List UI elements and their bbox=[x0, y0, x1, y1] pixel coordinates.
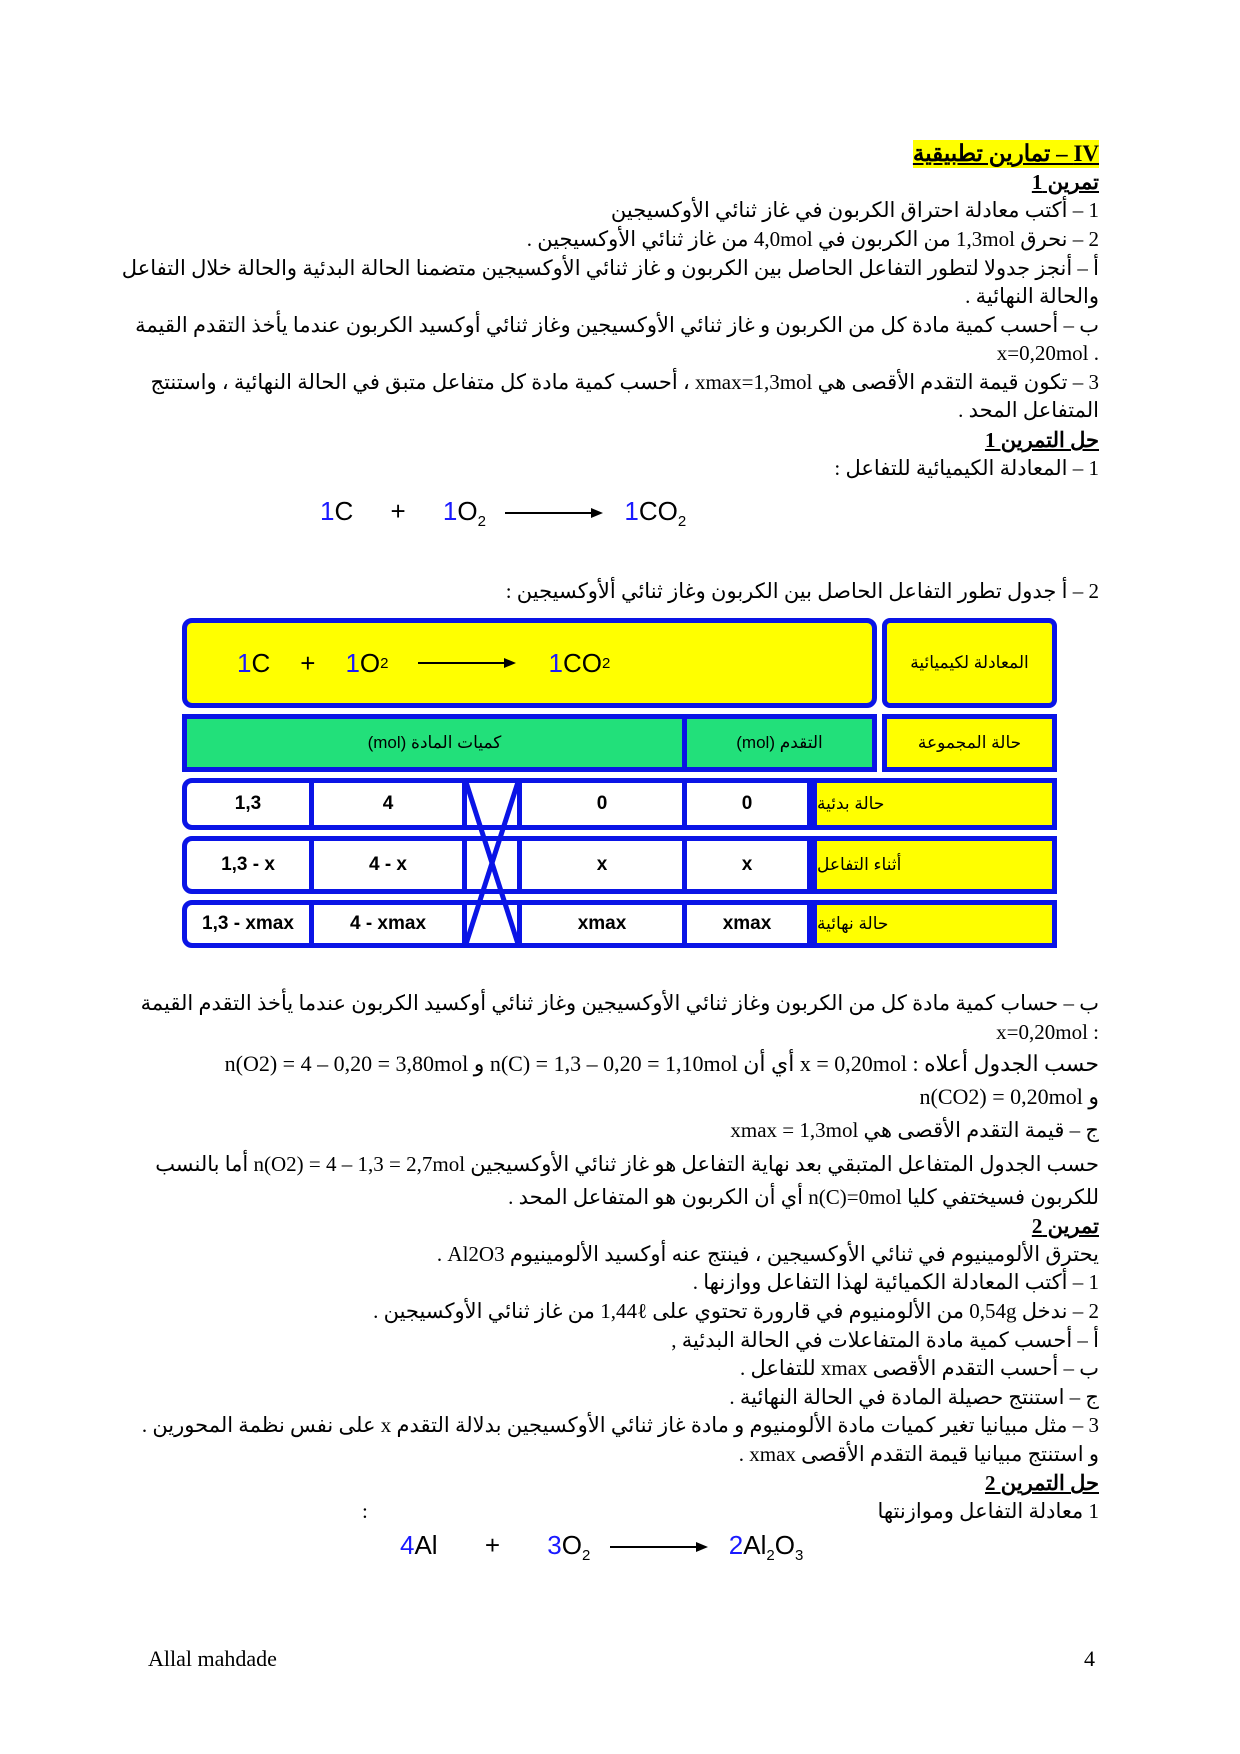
sol1-c-line-2: حسب الجدول المتفاعل المتبقي بعد نهاية التفاعل هو غاز ثنائي الأوكسيجين n(O2) = 4 – 1,3 = 2,7mol أما بالنسب bbox=[155, 1152, 1099, 1176]
reaction-arrow-icon bbox=[505, 506, 605, 520]
exercise-1-title: تمرين 1 bbox=[1031, 170, 1099, 194]
cell-during-c: 1,3 - x bbox=[182, 836, 314, 894]
cell-initial-c: 1,3 bbox=[182, 778, 314, 830]
cell-during-o2: 4 - x bbox=[309, 836, 467, 894]
table-equation-header: المعادلة لكيميائية bbox=[882, 618, 1057, 708]
ex1-line-7: 3 – تكون قيمة التقدم الأقصى هي xmax=1,3mol ، أحسب كمية مادة كل متفاعل متبق في الحالة النهائية ، واستنتج bbox=[150, 370, 1099, 394]
table-equation-cell: 1 C + 1 O 2 1 CO 2 bbox=[182, 618, 877, 708]
row-label-initial: حالة بدئية bbox=[812, 778, 1057, 830]
page-number: 4 bbox=[1084, 1646, 1095, 1671]
cross-mark-icon bbox=[462, 778, 522, 948]
coef-c: 1 bbox=[320, 496, 335, 526]
cell-final-c: 1,3 - xmax bbox=[182, 900, 314, 948]
sol1-eq-label: 1 – المعادلة الكيميائية للتفاعل : bbox=[834, 456, 1099, 480]
product-al: Al bbox=[743, 1530, 767, 1560]
sol2-line-1: 1 معادلة التفاعل وموازنتها bbox=[877, 1499, 1099, 1523]
ex2-line-5: ب – أحسب التقدم الأقصى xmax للتفاعل . bbox=[739, 1356, 1099, 1380]
sol1-b-line-4: و n(CO2) = 0,20mol bbox=[919, 1084, 1099, 1109]
reaction-arrow-2-icon bbox=[610, 1540, 710, 1554]
ex1-line-2: 2 – نحرق 1,3mol من الكربون في 4,0mol من غاز ثنائي الأوكسيجين . bbox=[526, 227, 1099, 251]
sol1-c-line-1: ج – قيمة التقدم الأقصى هي xmax = 1,3mol bbox=[730, 1118, 1099, 1142]
cell-final-o2: 4 - xmax bbox=[309, 900, 467, 948]
ex2-line-7: 3 – مثل مبيانيا تغير كميات مادة الألومنيوم و مادة غاز ثنائي الأوكسيجين بدلالة التقدم x على نفس نظمة المحورين . bbox=[141, 1413, 1099, 1437]
ex1-line-5: ب – أحسب كمية مادة كل من الكربون و غاز ثنائي الأوكسيجين وغاز ثنائي أوكسيد الكربون عندما يأخذ التقدم القيمة bbox=[135, 313, 1099, 337]
ex2-line-3: 2 – ندخل 0,54g من الألومنيوم في قارورة تحتوي على 1,44ℓ من غاز ثنائي الأوكسيجين . bbox=[373, 1299, 1099, 1323]
table-arrow-icon bbox=[418, 656, 518, 670]
ex1-line-3: أ – أنجز جدولا لتطور التفاعل الحاصل بين الكربون و غاز ثنائي الأوكسيجين متضمنا الحالة البدئية والحالة خلال التفاعل bbox=[121, 256, 1099, 280]
progress-header: التقدم (mol) bbox=[682, 714, 877, 772]
ex2-line-6: ج – استنتج حصيلة المادة في الحالة النهائية . bbox=[729, 1385, 1099, 1409]
ex1-line-8: المتفاعل المحد . bbox=[958, 398, 1099, 422]
ex2-line-4: أ – أحسب كمية مادة المتفاعلات في الحالة البدئية , bbox=[671, 1328, 1099, 1352]
plus-sign: + bbox=[390, 496, 406, 526]
ex1-line-4: والحالة النهائية . bbox=[965, 284, 1099, 308]
cell-initial-x: 0 bbox=[682, 778, 812, 830]
cell-during-co2: x bbox=[517, 836, 687, 894]
product-co2: CO bbox=[638, 496, 678, 526]
ex2-line-1: يحترق الألومينيوم في ثنائي الأوكسيجين ، فينتج عنه أوكسيد الألومينيوم Al2O3 . bbox=[436, 1242, 1099, 1266]
coef-al: 4 bbox=[400, 1530, 415, 1560]
coef-co2: 1 bbox=[624, 496, 639, 526]
solution-1-title: حل التمرين 1 bbox=[984, 428, 1099, 452]
aluminum-combustion-equation: $4Al + 3O_2$ $2Al_2O_3$ bbox=[400, 1530, 804, 1565]
sol1-b-line-3: حسب الجدول أعلاه : x = 0,20mol أي أن n(C) = 1,3 – 0,20 = 1,10mol و n(O2) = 4 – 0,20 = 3,80mol bbox=[224, 1051, 1099, 1076]
reactant-c: C bbox=[334, 496, 354, 526]
sol1-c-line-3: للكربون فسيختفي كليا n(C)=0mol أي أن الكربون هو المتفاعل المحد . bbox=[508, 1185, 1099, 1209]
exercise-2-title: تمرين 2 bbox=[1031, 1214, 1099, 1238]
coef-o2: 1 bbox=[442, 496, 458, 526]
solution-2-title: حل التمرين 2 bbox=[984, 1471, 1099, 1495]
cell-initial-o2: 4 bbox=[309, 778, 467, 830]
plus-sign-2: + bbox=[484, 1530, 501, 1560]
ex2-line-8: و استنتج مبيانيا قيمة التقدم الأقصى xmax . bbox=[738, 1442, 1099, 1466]
row-label-during: أثناء التفاعل bbox=[812, 836, 1057, 894]
cell-initial-co2: 0 bbox=[517, 778, 687, 830]
product-o: O bbox=[774, 1530, 795, 1560]
cell-during-x: x bbox=[682, 836, 812, 894]
amounts-header: كميات المادة (mol) bbox=[182, 714, 687, 772]
state-header: حالة المجموعة bbox=[882, 714, 1057, 772]
carbon-combustion-equation: $1C + 1O_2$ $1CO_2$ bbox=[320, 496, 687, 531]
cell-final-x: xmax bbox=[682, 900, 812, 948]
reactant-al: Al bbox=[414, 1530, 438, 1560]
section-title: IV – تمارين تطبيقية bbox=[912, 141, 1099, 166]
sol1-b-line-1: ب – حساب كمية مادة كل من الكربون وغاز ثنائي الأوكسيجين وغاز ثنائي أوكسيد الكربون عندما يأخذ التقدم القيمة bbox=[140, 991, 1099, 1015]
row-label-final: حالة نهائية bbox=[812, 900, 1057, 948]
ex1-line-1: 1 – أكتب معادلة احتراق الكربون في غاز ثنائي الأوكسيجين bbox=[610, 198, 1099, 222]
sol1-table-label: 2 – أ جدول تطور التفاعل الحاصل بين الكربون وغاز ثنائي ألأوكسيجين : bbox=[505, 579, 1099, 603]
coef-o2-2: 3 bbox=[547, 1530, 562, 1560]
reactant-o2-2: O bbox=[561, 1530, 582, 1560]
ex1-line-6: . x=0,20mol bbox=[996, 341, 1099, 365]
sol1-b-line-2: : x=0,20mol bbox=[996, 1020, 1099, 1044]
sol2-colon: : bbox=[362, 1499, 368, 1523]
coef-al2o3: 2 bbox=[728, 1530, 744, 1560]
cell-final-co2: xmax bbox=[517, 900, 687, 948]
ex2-line-2: 1 – أكتب المعادلة الكميائية لهذا التفاعل ووازنها . bbox=[692, 1270, 1099, 1294]
reactant-o2: O bbox=[457, 496, 478, 526]
footer-author: Allal mahdade bbox=[148, 1646, 277, 1671]
progress-table bbox=[182, 618, 1062, 948]
